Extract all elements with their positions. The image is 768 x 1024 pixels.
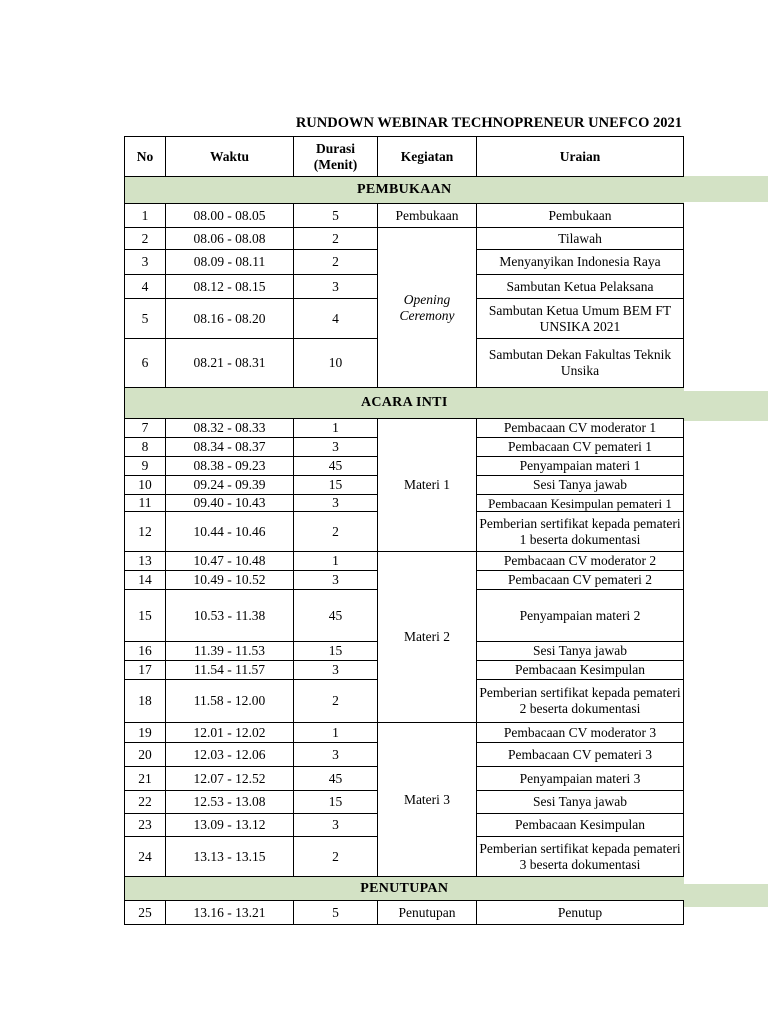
- cell-uraian: Penyampaian materi 3: [477, 767, 684, 791]
- section-row-penutupan: [125, 877, 684, 901]
- cell-uraian: Sesi Tanya jawab: [477, 642, 684, 661]
- cell-no: 11: [125, 495, 166, 512]
- cell-uraian: Pembacaan CV pemateri 2: [477, 571, 684, 590]
- cell-uraian: Pembacaan CV pemateri 3: [477, 743, 684, 767]
- cell-no: 3: [125, 250, 166, 275]
- cell-durasi: 3: [294, 661, 378, 680]
- cell-uraian: Penutup: [477, 901, 684, 925]
- table-row: [125, 723, 684, 743]
- cell-waktu: 10.53 - 11.38: [166, 590, 294, 642]
- section-title-acara-inti: ACARA INTI: [125, 388, 684, 419]
- cell-waktu: 08.34 - 08.37: [166, 438, 294, 457]
- table-row: [125, 419, 684, 438]
- table-row: [125, 901, 684, 925]
- table-header-row: [125, 137, 684, 177]
- cell-no: 6: [125, 339, 166, 388]
- cell-no: 10: [125, 476, 166, 495]
- cell-uraian: Pembacaan Kesimpulan: [477, 814, 684, 837]
- section-band-acara-inti: [683, 391, 768, 421]
- cell-kegiatan-materi2: Materi 2: [378, 552, 477, 723]
- cell-durasi: 3: [294, 275, 378, 299]
- cell-waktu: 11.54 - 11.57: [166, 661, 294, 680]
- section-row-pembukaan: [125, 177, 684, 204]
- cell-durasi: 45: [294, 767, 378, 791]
- cell-no: 16: [125, 642, 166, 661]
- cell-kegiatan-penutupan: Penutupan: [378, 901, 477, 925]
- cell-uraian: Sambutan Ketua Pelaksana: [477, 275, 684, 299]
- cell-durasi: 15: [294, 791, 378, 814]
- cell-uraian: Pembukaan: [477, 204, 684, 228]
- cell-no: 20: [125, 743, 166, 767]
- header-kegiatan: Kegiatan: [378, 137, 477, 177]
- cell-uraian: Pembacaan CV moderator 3: [477, 723, 684, 743]
- cell-waktu: 08.12 - 08.15: [166, 275, 294, 299]
- header-uraian: Uraian: [477, 137, 684, 177]
- cell-waktu: 09.40 - 10.43: [166, 495, 294, 512]
- cell-no: 18: [125, 680, 166, 723]
- cell-durasi: 10: [294, 339, 378, 388]
- cell-waktu: 13.13 - 13.15: [166, 837, 294, 877]
- section-title-pembukaan: PEMBUKAAN: [125, 177, 684, 204]
- cell-uraian: Pemberian sertifikat kepada pemateri 2 beserta dokumentasi: [477, 680, 684, 723]
- cell-durasi: 3: [294, 814, 378, 837]
- cell-uraian: Sesi Tanya jawab: [477, 791, 684, 814]
- cell-waktu: 12.01 - 12.02: [166, 723, 294, 743]
- cell-waktu: 08.21 - 08.31: [166, 339, 294, 388]
- cell-kegiatan-materi3: Materi 3: [378, 723, 477, 877]
- cell-no: 25: [125, 901, 166, 925]
- section-band-penutupan: [683, 884, 768, 907]
- cell-no: 1: [125, 204, 166, 228]
- cell-waktu: 08.16 - 08.20: [166, 299, 294, 339]
- cell-waktu: 08.09 - 08.11: [166, 250, 294, 275]
- table-row: [125, 552, 684, 571]
- cell-waktu: 12.03 - 12.06: [166, 743, 294, 767]
- cell-no: 4: [125, 275, 166, 299]
- cell-waktu: 10.49 - 10.52: [166, 571, 294, 590]
- cell-durasi: 1: [294, 552, 378, 571]
- cell-waktu: 09.24 - 09.39: [166, 476, 294, 495]
- section-row-acara-inti: [125, 388, 684, 419]
- cell-kegiatan-materi1: Materi 1: [378, 419, 477, 552]
- cell-no: 7: [125, 419, 166, 438]
- cell-waktu: 11.58 - 12.00: [166, 680, 294, 723]
- rundown-table: [124, 136, 684, 925]
- cell-uraian: Penyampaian materi 1: [477, 457, 684, 476]
- cell-no: 21: [125, 767, 166, 791]
- cell-durasi: 5: [294, 204, 378, 228]
- cell-no: 24: [125, 837, 166, 877]
- cell-no: 19: [125, 723, 166, 743]
- cell-durasi: 2: [294, 512, 378, 552]
- cell-waktu: 10.44 - 10.46: [166, 512, 294, 552]
- cell-no: 14: [125, 571, 166, 590]
- cell-no: 22: [125, 791, 166, 814]
- cell-no: 15: [125, 590, 166, 642]
- cell-no: 2: [125, 228, 166, 250]
- cell-waktu: 08.00 - 08.05: [166, 204, 294, 228]
- cell-uraian: Sambutan Ketua Umum BEM FT UNSIKA 2021: [477, 299, 684, 339]
- header-waktu: Waktu: [166, 137, 294, 177]
- section-title-penutupan: PENUTUPAN: [125, 877, 684, 901]
- table-row: [125, 204, 684, 228]
- cell-uraian: Pembacaan CV pemateri 1: [477, 438, 684, 457]
- cell-durasi: 1: [294, 419, 378, 438]
- document-title: RUNDOWN WEBINAR TECHNOPRENEUR UNEFCO 2021: [295, 115, 682, 131]
- header-durasi: Durasi (Menit): [294, 137, 378, 177]
- cell-kegiatan-opening: Opening Ceremony: [378, 228, 477, 388]
- cell-no: 23: [125, 814, 166, 837]
- cell-uraian: Menyanyikan Indonesia Raya: [477, 250, 684, 275]
- cell-waktu: 13.09 - 13.12: [166, 814, 294, 837]
- cell-no: 8: [125, 438, 166, 457]
- cell-waktu: 11.39 - 11.53: [166, 642, 294, 661]
- cell-durasi: 45: [294, 457, 378, 476]
- cell-uraian: Tilawah: [477, 228, 684, 250]
- cell-durasi: 3: [294, 743, 378, 767]
- cell-uraian: Pembacaan Kesimpulan pemateri 1: [477, 495, 684, 512]
- cell-no: 12: [125, 512, 166, 552]
- cell-durasi: 45: [294, 590, 378, 642]
- cell-durasi: 1: [294, 723, 378, 743]
- cell-no: 17: [125, 661, 166, 680]
- cell-waktu: 13.16 - 13.21: [166, 901, 294, 925]
- cell-durasi: 15: [294, 642, 378, 661]
- cell-uraian: Pemberian sertifikat kepada pemateri 3 beserta dokumentasi: [477, 837, 684, 877]
- cell-uraian: Pembacaan CV moderator 1: [477, 419, 684, 438]
- cell-uraian: Pemberian sertifikat kepada pemateri 1 beserta dokumentasi: [477, 512, 684, 552]
- cell-durasi: 3: [294, 571, 378, 590]
- cell-kegiatan-pembukaan: Pembukaan: [378, 204, 477, 228]
- cell-uraian: Sambutan Dekan Fakultas Teknik Unsika: [477, 339, 684, 388]
- cell-waktu: 08.38 - 09.23: [166, 457, 294, 476]
- section-band-pembukaan: [683, 176, 768, 202]
- cell-waktu: 12.07 - 12.52: [166, 767, 294, 791]
- cell-durasi: 2: [294, 837, 378, 877]
- cell-no: 13: [125, 552, 166, 571]
- cell-durasi: 3: [294, 438, 378, 457]
- cell-durasi: 15: [294, 476, 378, 495]
- cell-durasi: 2: [294, 228, 378, 250]
- cell-durasi: 2: [294, 250, 378, 275]
- cell-uraian: Penyampaian materi 2: [477, 590, 684, 642]
- cell-no: 5: [125, 299, 166, 339]
- cell-durasi: 5: [294, 901, 378, 925]
- cell-durasi: 3: [294, 495, 378, 512]
- table-row: [125, 228, 684, 250]
- header-no: No: [125, 137, 166, 177]
- cell-no: 9: [125, 457, 166, 476]
- cell-durasi: 4: [294, 299, 378, 339]
- cell-uraian: Pembacaan CV moderator 2: [477, 552, 684, 571]
- cell-uraian: Pembacaan Kesimpulan: [477, 661, 684, 680]
- cell-uraian: Sesi Tanya jawab: [477, 476, 684, 495]
- cell-durasi: 2: [294, 680, 378, 723]
- cell-waktu: 12.53 - 13.08: [166, 791, 294, 814]
- cell-waktu: 08.06 - 08.08: [166, 228, 294, 250]
- cell-waktu: 08.32 - 08.33: [166, 419, 294, 438]
- cell-waktu: 10.47 - 10.48: [166, 552, 294, 571]
